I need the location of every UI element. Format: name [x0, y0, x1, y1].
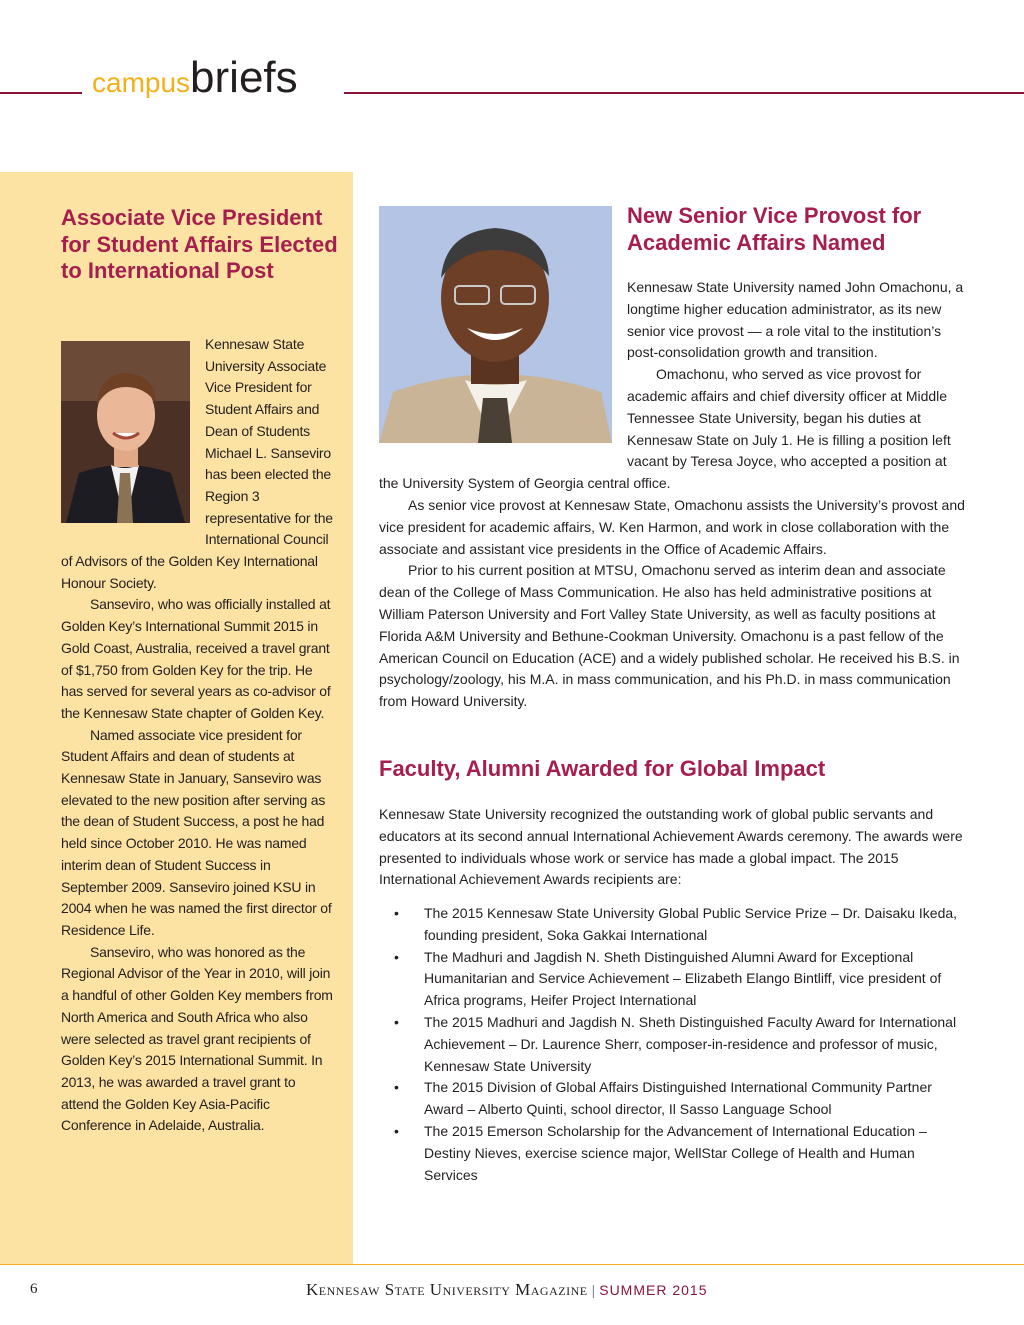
sidebar-paragraph: Sanseviro, who was honored as the Regional Advisor of the Year in 2010, will join a handful of other Golden Key members from North America and South Africa who also were selected as travel grant recipients of Golden Key’s 2015 International Summit. In 2013, he was awarded a travel grant to attend the Golden Key Asia-Pacific Conference in Adelaide, Australia. — [61, 943, 333, 1134]
bullet: • — [394, 1122, 399, 1139]
header-rule-left — [0, 92, 82, 94]
provost-paragraph: Prior to his current position at MTSU, Omachonu served as interim dean and associate dean of the College of Mass Communication. He also has held administrative positions at William Paterson University and Fort Valley State University, as well as faculty positions at Florida A&M University and Bethune-Cookman University. Omachonu is a past fellow of the American Council on Education (ACE) and a widely published scholar. He received his B.S. in psychology/zoology, his M.A. in mass communication, and his Ph.D. in mass communication from Howard University. — [379, 562, 960, 710]
provost-paragraph: Kennesaw State University named John Omachonu, a longtime higher education administrator, as its new senior vice provost — a role vital to the institution’s post-consolidation growth and transition. — [627, 279, 964, 361]
photo-spacer — [61, 334, 205, 534]
provost-paragraph: As senior vice provost at Kennesaw State, Omachonu assists the University’s provost and vice president for academic affairs, W. Ken Harmon, and work in close collaboration with the associate and assistant vice presidents in the Office of Academic Affairs. — [379, 496, 965, 557]
list-item — [379, 1012, 969, 1077]
award-text: The 2015 Kennesaw State University Global Public Service Prize – Dr. Daisaku Ikeda, founding president, Soka Gakkai International — [424, 905, 958, 943]
list-item — [379, 1121, 969, 1186]
bullet: • — [394, 1079, 399, 1096]
sidebar-paragraph: Named associate vice president for Student Affairs and dean of students at Kennesaw State in January, Sanseviro was elevated to the new position after serving as the dean of Student Success, a post he had held since October 2010. He was named interim dean of Student Success in September 2009. Sanseviro joined KSU in 2004 when he was named the first director of Residence Life. — [61, 726, 332, 938]
page-number: 6 — [30, 1281, 38, 1297]
award-text: The 2015 Division of Global Affairs Distinguished International Community Partner Award – Alberto Quinti, school director, Il Sasso Language School — [424, 1079, 932, 1118]
section-title-briefs: briefs — [190, 53, 298, 102]
footer-rule — [0, 1264, 1024, 1265]
bullet: • — [394, 1013, 399, 1030]
awards-list — [379, 903, 969, 1186]
footer-separator: | — [591, 1282, 596, 1298]
sidebar-article-body — [61, 334, 336, 1137]
footer-issue: SUMMER 2015 — [599, 1282, 708, 1298]
footer-magazine-name: Kennesaw State University Magazine — [306, 1280, 588, 1299]
award-text: The 2015 Emerson Scholarship for the Advancement of International Education – Destiny Nieves, exercise science major, WellStar College of Health and Human Services — [424, 1122, 927, 1183]
section-title — [92, 53, 298, 102]
provost-headline: New Senior Vice Provost for Academic Affairs Named — [627, 203, 922, 255]
list-item — [379, 1077, 969, 1121]
header-rule-right — [344, 92, 1024, 94]
section-title-campus: campus — [92, 67, 191, 98]
sidebar-headline: Associate Vice President for Student Affairs Elected to International Post — [61, 205, 338, 283]
provost-article-body — [379, 277, 969, 713]
footer-masthead — [306, 1280, 708, 1300]
bullet: • — [394, 948, 399, 965]
sidebar-paragraph: Sanseviro, who was officially installed at Golden Key’s International Summit 2015 in Gold Coast, Australia, received a travel grant of $1,750 from Golden Key for the trip. He has served for several years as co-advisor of the Kennesaw State chapter of Golden Key. — [61, 596, 331, 721]
provost-paragraph: Omachonu, who served as vice provost for academic affairs and chief diversity officer at Middle Tennessee State University, began his duties at Kennesaw State on July 1. He is filling a position left vacant by Teresa Joyce, who accepted a position at the University System of Georgia central office. — [379, 366, 951, 492]
photo-spacer — [379, 277, 627, 453]
sidebar-paragraph: Kennesaw State University Associate Vice President for Student Affairs and Dean of Students Michael L. Sanseviro has been elected the Region 3 representative for the International Council of Advisors of the Golden Key International Honour Society. — [61, 336, 333, 591]
awards-headline: Faculty, Alumni Awarded for Global Impact — [379, 756, 826, 781]
award-text: The Madhuri and Jagdish N. Sheth Distinguished Alumni Award for Exceptional Humanitarian and Service Achievement – Elizabeth Elango Bintliff, vice president of Africa programs, Heifer Project International — [424, 948, 942, 1009]
list-item — [379, 903, 969, 947]
bullet: • — [394, 905, 399, 921]
list-item — [379, 947, 969, 1012]
award-text: The 2015 Madhuri and Jagdish N. Sheth Distinguished Faculty Award for International Achievement – Dr. Laurence Sherr, composer-in-residence and professor of music, Kennesaw State University — [424, 1013, 957, 1074]
awards-intro: Kennesaw State University recognized the outstanding work of global public servants and educators at its second annual International Achievement Awards ceremony. The awards were presented to individuals whose work or service has made a global impact. The 2015 International Achievement Awards recipients are: — [379, 806, 963, 888]
